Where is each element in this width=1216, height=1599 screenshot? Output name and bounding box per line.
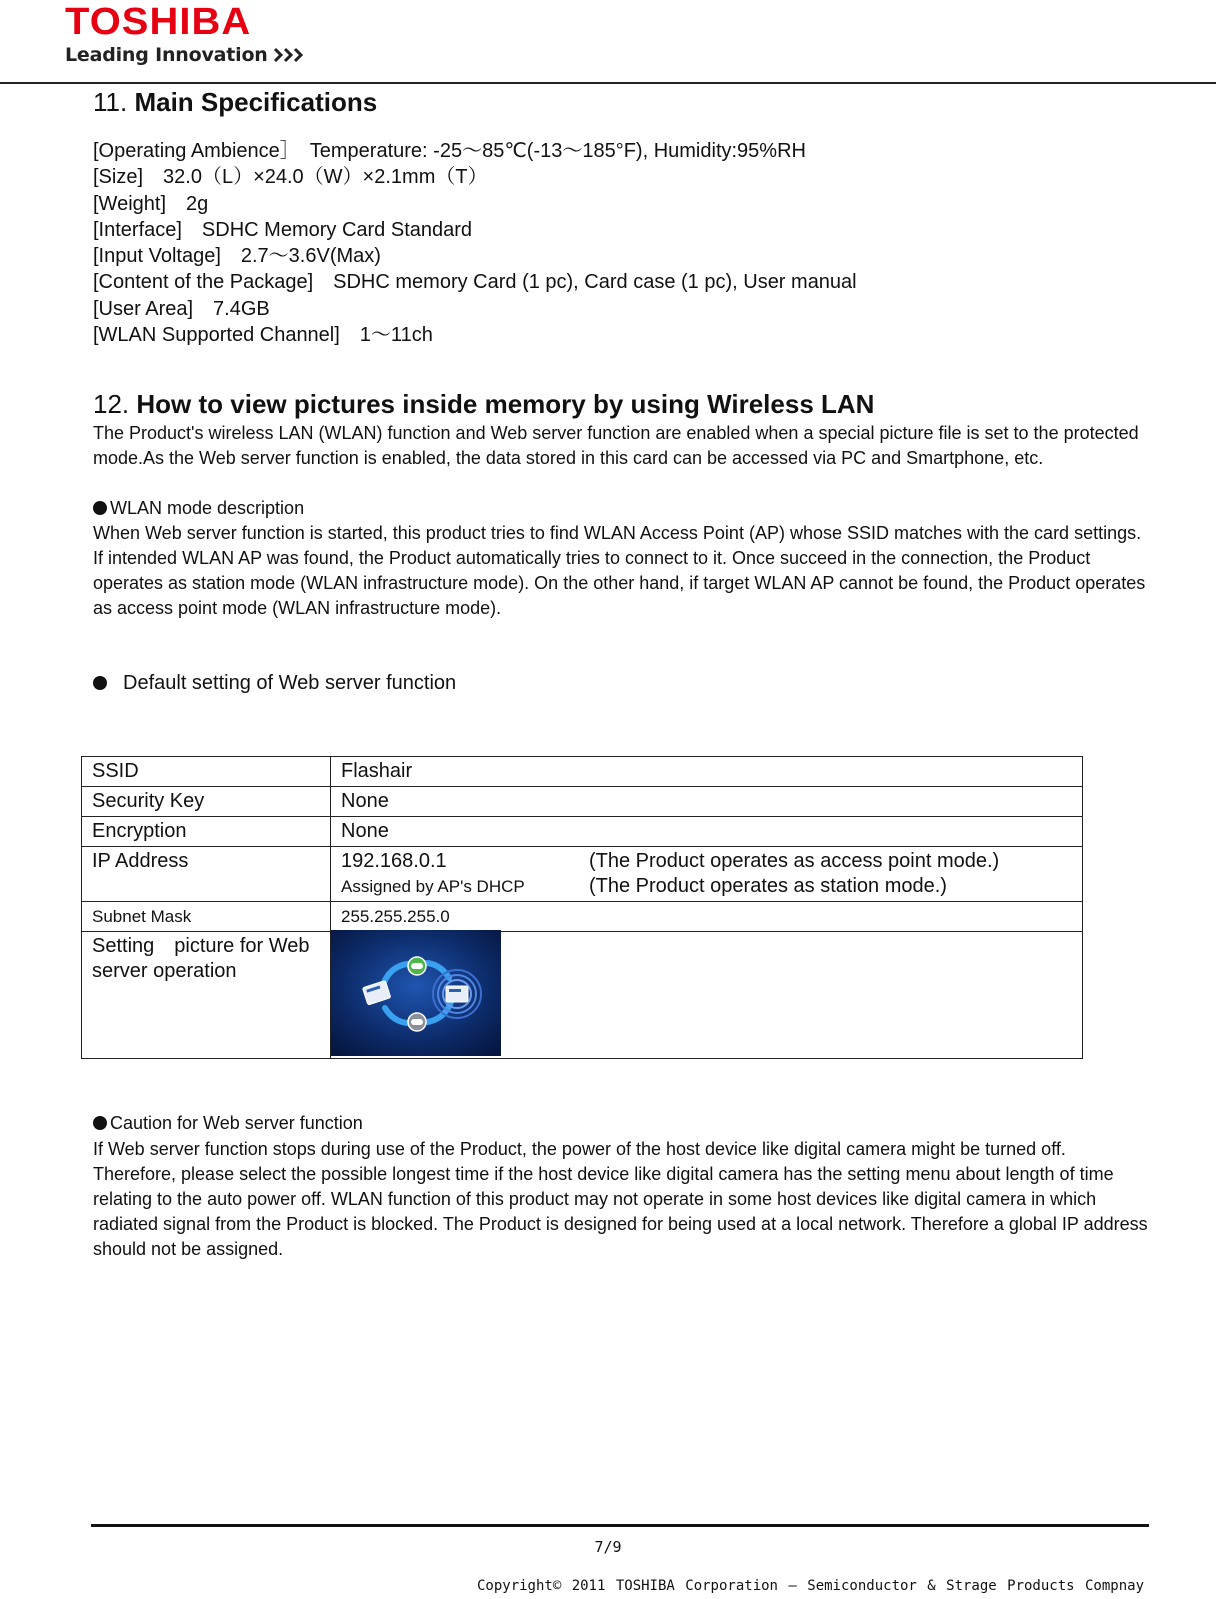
table-row: [82, 902, 1083, 932]
spec-list: [93, 138, 1153, 348]
spec-line: [Input Voltage] 2.7～3.6V(Max): [93, 245, 381, 268]
security-key-value: None: [331, 787, 1083, 817]
ip-station-value: Assigned by AP's DHCP: [341, 877, 525, 896]
default-heading: [93, 671, 1153, 696]
spec-line: [WLAN Supported Channel] 1～11ch: [93, 324, 433, 347]
footer-divider: [91, 1524, 1149, 1527]
section-11-title-text: Main Specifications: [134, 87, 378, 117]
bullet-icon: [93, 1116, 107, 1130]
wlan-description: When Web server function is started, this product tries to find WLAN Access Point (AP) whose SSID matches with the card settings. If intended WLAN AP was found, the Product automatically tries to connect to it. Once succeed in the connection, the Product operates as station mode (WLAN infrastructure mode). On the other hand, if target WLAN AP cannot be found, the Product operates as access point mode (WLAN infrastructure mode).: [93, 523, 1146, 619]
header-divider: [0, 82, 1216, 84]
header-logo: [65, 2, 313, 66]
caution-section: [93, 1111, 1153, 1262]
section-12-intro: The Product's wireless LAN (WLAN) function and Web server function are enabled when a special picture file is set to the protected mode.As the Web server function is enabled, the data stored in this card can be accessed via PC and Smartphone, etc.: [93, 423, 1139, 469]
web-server-setting-picture: [331, 930, 501, 1056]
caution-heading-text: Caution for Web server function: [110, 1113, 363, 1133]
subnet-mask-label: Subnet Mask: [82, 902, 331, 932]
section-12-title-text: How to view pictures inside memory by using Wireless LAN: [136, 389, 875, 420]
ip-station-note: (The Product operates as station mode.): [589, 875, 947, 897]
security-key-label: Security Key: [82, 787, 331, 817]
copyright: Copyright© 2011 TOSHIBA Corporation – Semiconductor & Strage Products Compnay: [476, 1578, 1144, 1594]
section-12-number: 12.: [93, 389, 130, 420]
ssid-value: Flashair: [331, 757, 1083, 787]
ip-address-value: [331, 847, 1083, 902]
table-row: [82, 932, 1083, 1059]
default-heading-text: Default setting of Web server function: [123, 672, 457, 695]
bullet-icon: [93, 501, 107, 515]
default-settings-table: [81, 756, 1083, 1059]
bullet-icon: [93, 676, 107, 690]
ip-ap-value: 192.168.0.1: [341, 850, 447, 872]
main-content: [93, 86, 1153, 696]
tagline-text: Leading Innovation: [65, 44, 268, 66]
table-row: [82, 847, 1083, 902]
spec-line: [Weight] 2g: [93, 192, 209, 215]
wlan-heading: [93, 496, 1153, 521]
section-12-title: [93, 388, 1153, 420]
section-11-number: 11.: [93, 87, 128, 117]
tagline: [65, 44, 313, 66]
caution-text: If Web server function stops during use of the Product, the power of the host device like digital camera might be turned off. Therefore, please select the possible longest time if the host device like digital camera has the setting menu about length of time relating to the auto power off. WLAN function of this product may not operate in some host devices like digital camera in which radiated signal from the Product is blocked. The Product is designed for being used at a local network. Therefore a global IP address should not be assigned.: [93, 1139, 1148, 1259]
spec-line: [User Area] 7.4GB: [93, 297, 270, 320]
table-row: [82, 757, 1083, 787]
page-number: 7/9: [594, 1538, 622, 1556]
ip-ap-note: (The Product operates as access point mode.): [589, 850, 1000, 872]
caution-heading: [93, 1111, 1153, 1136]
spec-line: [Content of the Package] SDHC memory Card (1 pc), Card case (1 pc), User manual: [93, 271, 857, 294]
spec-line: [Operating Ambience］ Temperature: -25～85℃(-13～185°F), Humidity:95%RH: [93, 140, 806, 162]
table-row: [82, 787, 1083, 817]
chevrons-icon: [273, 45, 313, 65]
setting-picture-cell: [331, 932, 1083, 1059]
table-row: [82, 817, 1083, 847]
encryption-label: Encryption: [82, 817, 331, 847]
wlan-heading-text: WLAN mode description: [110, 498, 305, 519]
subnet-mask-value: 255.255.255.0: [331, 902, 1083, 932]
section-11-title: [93, 86, 1153, 118]
spec-line: [Size] 32.0（L）×24.0（W）×2.1mm（T）: [93, 166, 488, 189]
ssid-label: SSID: [82, 757, 331, 787]
encryption-value: None: [331, 817, 1083, 847]
spec-line: [Interface] SDHC Memory Card Standard: [93, 218, 473, 241]
setting-picture-label: Setting picture for Web server operation: [82, 932, 331, 1059]
toshiba-logo: TOSHIBA: [65, 1, 252, 43]
ip-address-label: IP Address: [82, 847, 331, 902]
